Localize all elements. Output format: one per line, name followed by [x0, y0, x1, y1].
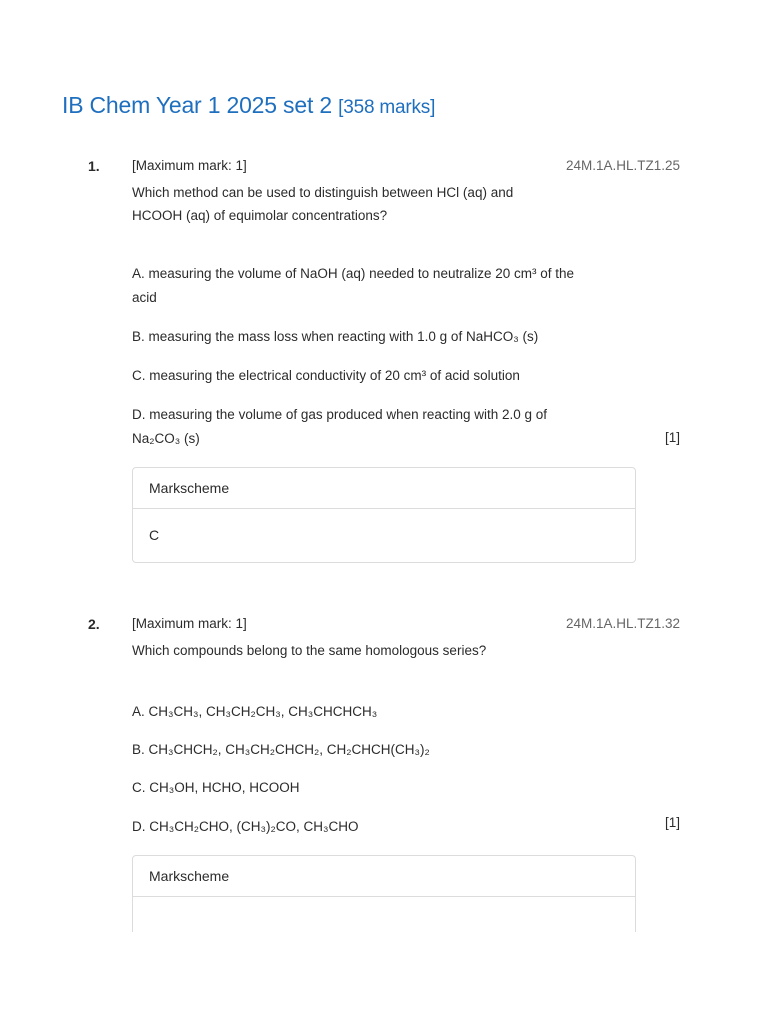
question-number: 1.	[88, 158, 100, 174]
markscheme-box	[132, 467, 636, 563]
option-text: CH₃CH₃, CH₃CH₂CH₃, CH₃CHCHCH₃	[148, 704, 378, 719]
option-text: measuring the mass loss when reacting with 1.0 g of NaHCO₃ (s)	[148, 329, 539, 344]
option-d	[132, 403, 572, 451]
question-reference: 24M.1A.HL.TZ1.32	[565, 616, 680, 631]
option-letter: B.	[132, 742, 145, 757]
document-title	[62, 92, 435, 119]
markscheme-answer: C	[149, 527, 160, 543]
markscheme-header[interactable]: Markscheme	[133, 856, 635, 897]
option-a	[132, 262, 582, 310]
option-text: measuring the volume of gas produced when reacting with 2.0 g of Na₂CO₃ (s)	[132, 407, 548, 446]
question-mark: [1]	[664, 815, 680, 830]
maximum-mark: [Maximum mark: 1]	[132, 158, 247, 173]
question-text: Which compounds belong to the same homologous series?	[132, 643, 487, 658]
option-c	[132, 776, 582, 800]
option-letter: A.	[132, 266, 145, 281]
option-b	[132, 738, 582, 762]
option-letter: B.	[132, 329, 145, 344]
markscheme-box	[132, 855, 636, 932]
option-text: measuring the volume of NaOH (aq) needed to neutralize 20 cm³ of the acid	[132, 266, 575, 305]
option-text: CH₃CH₂CHO, (CH₃)₂CO, CH₃CHO	[149, 819, 359, 834]
question-mark: [1]	[664, 430, 680, 445]
question-number: 2.	[88, 616, 100, 632]
option-b	[132, 325, 582, 349]
total-marks: [358 marks]	[338, 97, 436, 118]
option-text: CH₃OH, HCHO, HCOOH	[149, 780, 300, 795]
option-a	[132, 700, 582, 724]
title-text: IB Chem Year 1 2025 set 2	[62, 92, 332, 118]
option-letter: D.	[132, 407, 146, 422]
option-letter: C.	[132, 780, 146, 795]
option-letter: A.	[132, 704, 145, 719]
option-letter: D.	[132, 819, 146, 834]
option-letter: C.	[132, 368, 146, 383]
question-reference: 24M.1A.HL.TZ1.25	[565, 158, 680, 173]
option-text: CH₃CHCH₂, CH₃CH₂CHCH₂, CH₂CHCH(CH₃)₂	[148, 742, 430, 757]
markscheme-header[interactable]: Markscheme	[133, 468, 635, 509]
option-text: measuring the electrical conductivity of 20 cm³ of acid solution	[149, 368, 520, 383]
option-c	[132, 364, 582, 388]
question-text: Which method can be used to distinguish between HCl (aq) and HCOOH (aq) of equimolar concentrations?	[132, 185, 514, 223]
maximum-mark: [Maximum mark: 1]	[132, 616, 247, 631]
option-d	[132, 815, 582, 839]
